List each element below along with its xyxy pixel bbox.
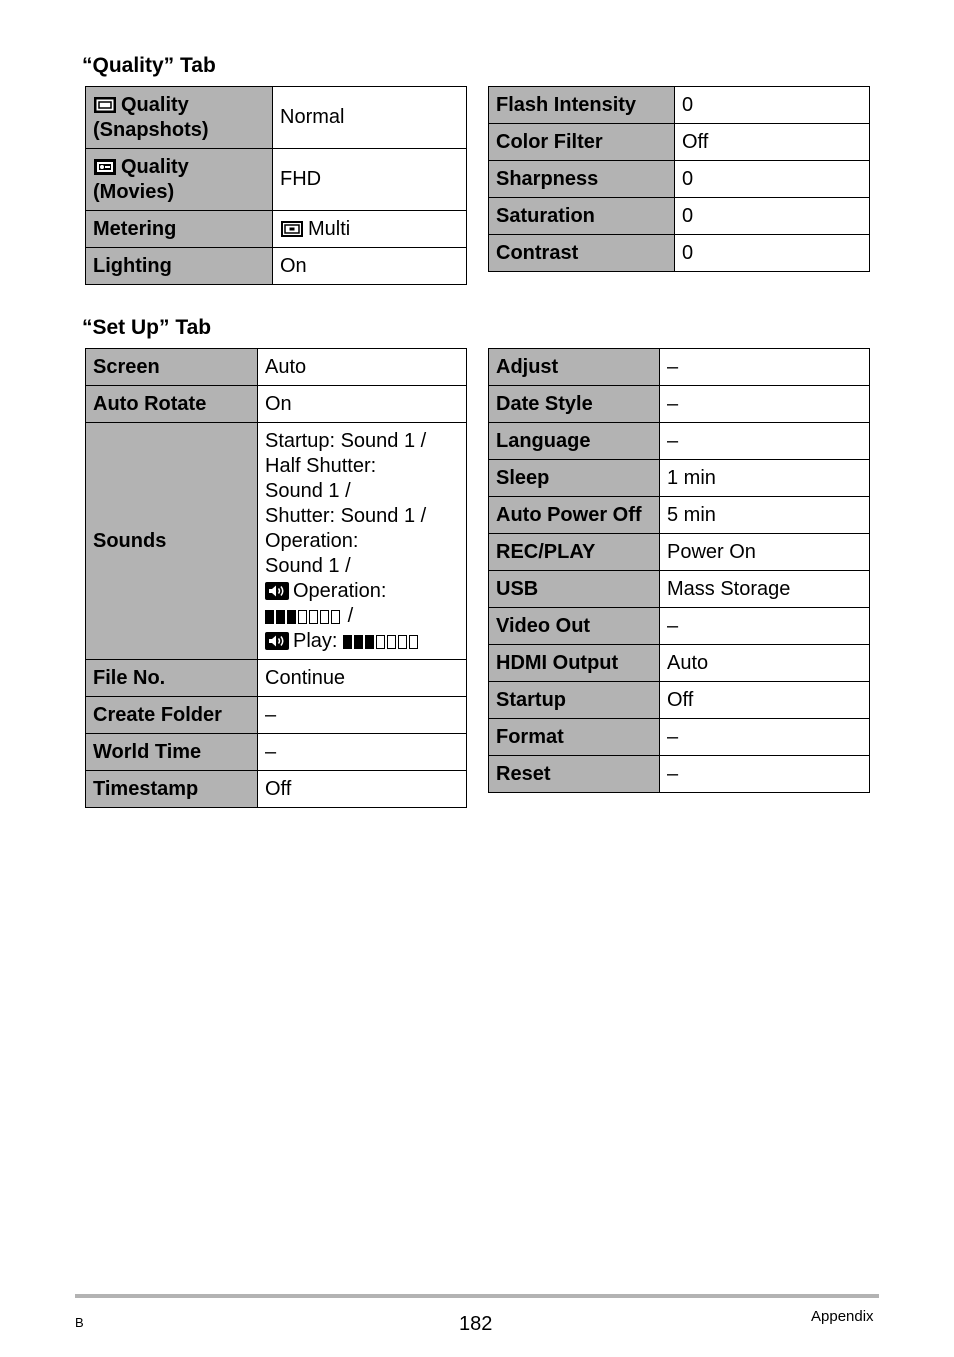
quality-movies-value: FHD [273, 149, 467, 211]
table-row [86, 349, 467, 386]
metering-value: Multi [308, 217, 351, 240]
hdmi-output-value: Auto [660, 645, 870, 682]
table-row [489, 534, 870, 571]
movie-quality-icon [93, 158, 117, 176]
speaker-icon [265, 632, 289, 650]
table-row [86, 149, 467, 211]
sounds-key: Sounds [86, 423, 258, 660]
sharpness-key: Sharpness [489, 161, 675, 198]
screen-key: Screen [86, 349, 258, 386]
volume-segment [309, 610, 318, 624]
table-row [86, 248, 467, 285]
quality-snapshots-key: Quality [121, 93, 189, 116]
volume-segment [320, 610, 329, 624]
table-row [489, 608, 870, 645]
format-value: – [660, 719, 870, 756]
volume-segment [276, 610, 285, 624]
table-row [489, 349, 870, 386]
create-folder-key: Create Folder [86, 697, 258, 734]
table-row [86, 87, 467, 149]
table-row [86, 697, 467, 734]
world-time-key: World Time [86, 734, 258, 771]
flash-intensity-value: 0 [675, 87, 870, 124]
setup-right-table [488, 348, 870, 793]
auto-power-off-value: 5 min [660, 497, 870, 534]
volume-segment [354, 635, 363, 649]
metering-value-cell [273, 211, 467, 248]
volume-segment [376, 635, 385, 649]
table-row [86, 660, 467, 697]
lighting-key: Lighting [86, 248, 273, 285]
hdmi-output-key: HDMI Output [489, 645, 660, 682]
sounds-line: Startup: Sound 1 / [265, 429, 427, 452]
table-row [86, 386, 467, 423]
table-row [489, 719, 870, 756]
volume-segment [343, 635, 352, 649]
adjust-value: – [660, 349, 870, 386]
saturation-key: Saturation [489, 198, 675, 235]
sleep-value: 1 min [660, 460, 870, 497]
table-row [489, 87, 870, 124]
sounds-line: Sound 1 / [265, 479, 351, 502]
language-key: Language [489, 423, 660, 460]
quality-movies-key: Quality [121, 155, 189, 178]
quality-movies-label [86, 149, 273, 211]
color-filter-value: Off [675, 124, 870, 161]
table-row [489, 645, 870, 682]
sounds-line: Half Shutter: [265, 454, 377, 477]
footer-marker: B [75, 1315, 84, 1330]
table-row [489, 682, 870, 719]
rec-play-key: REC/PLAY [489, 534, 660, 571]
page-number: 182 [459, 1313, 493, 1335]
table-row [489, 497, 870, 534]
play-volume-label: Play: [293, 629, 338, 652]
auto-rotate-key: Auto Rotate [86, 386, 258, 423]
volume-segment [409, 635, 418, 649]
format-key: Format [489, 719, 660, 756]
table-row [489, 161, 870, 198]
quality-tab-heading: “Quality” Tab [82, 54, 216, 77]
snapshot-quality-icon [93, 96, 117, 114]
timestamp-value: Off [258, 771, 467, 808]
adjust-key: Adjust [489, 349, 660, 386]
table-row [489, 756, 870, 793]
volume-segment [365, 635, 374, 649]
sounds-line: Operation: [265, 529, 359, 552]
setup-tab-heading: “Set Up” Tab [82, 316, 212, 339]
auto-power-off-key: Auto Power Off [489, 497, 660, 534]
play-volume-meter [343, 631, 420, 646]
color-filter-key: Color Filter [489, 124, 675, 161]
reset-key: Reset [489, 756, 660, 793]
quality-snapshots-key-sub: (Snapshots) [93, 118, 209, 141]
volume-segment [387, 635, 396, 649]
table-row [489, 386, 870, 423]
volume-segment [287, 610, 296, 624]
table-row [489, 124, 870, 161]
quality-snapshots-value: Normal [273, 87, 467, 149]
table-row [86, 734, 467, 771]
table-row [489, 571, 870, 608]
operation-volume-label: Operation: [293, 579, 387, 602]
date-style-key: Date Style [489, 386, 660, 423]
sounds-value-cell [258, 423, 467, 660]
auto-rotate-value: On [258, 386, 467, 423]
flash-intensity-key: Flash Intensity [489, 87, 675, 124]
quality-left-table [85, 86, 467, 285]
quality-right-table [488, 86, 870, 272]
metering-key: Metering [86, 211, 273, 248]
volume-segment [298, 610, 307, 624]
footer-divider [75, 1294, 879, 1298]
date-style-value: – [660, 386, 870, 423]
timestamp-key: Timestamp [86, 771, 258, 808]
sounds-line: Shutter: Sound 1 / [265, 504, 427, 527]
sleep-key: Sleep [489, 460, 660, 497]
table-row [489, 198, 870, 235]
speaker-icon [265, 582, 289, 600]
operation-volume-slash: / [347, 604, 354, 627]
quality-movies-key-sub: (Movies) [93, 180, 175, 203]
table-row [86, 211, 467, 248]
setup-left-table [85, 348, 467, 808]
video-out-key: Video Out [489, 608, 660, 645]
reset-value: – [660, 756, 870, 793]
contrast-value: 0 [675, 235, 870, 272]
rec-play-value: Power On [660, 534, 870, 571]
screen-value: Auto [258, 349, 467, 386]
table-row [489, 460, 870, 497]
language-value: – [660, 423, 870, 460]
contrast-key: Contrast [489, 235, 675, 272]
lighting-value: On [273, 248, 467, 285]
footer-section-label: Appendix [811, 1308, 874, 1325]
volume-segment [331, 610, 340, 624]
volume-segment [398, 635, 407, 649]
startup-value: Off [660, 682, 870, 719]
quality-snapshots-label [86, 87, 273, 149]
operation-volume-meter [265, 606, 342, 621]
file-no-key: File No. [86, 660, 258, 697]
sharpness-value: 0 [675, 161, 870, 198]
sounds-line: Sound 1 / [265, 554, 351, 577]
saturation-value: 0 [675, 198, 870, 235]
multi-metering-icon [280, 220, 304, 238]
world-time-value: – [258, 734, 467, 771]
table-row [86, 771, 467, 808]
startup-key: Startup [489, 682, 660, 719]
file-no-value: Continue [258, 660, 467, 697]
table-row [489, 423, 870, 460]
create-folder-value: – [258, 697, 467, 734]
video-out-value: – [660, 608, 870, 645]
table-row [489, 235, 870, 272]
volume-segment [265, 610, 274, 624]
table-row [86, 423, 467, 660]
usb-key: USB [489, 571, 660, 608]
usb-value: Mass Storage [660, 571, 870, 608]
